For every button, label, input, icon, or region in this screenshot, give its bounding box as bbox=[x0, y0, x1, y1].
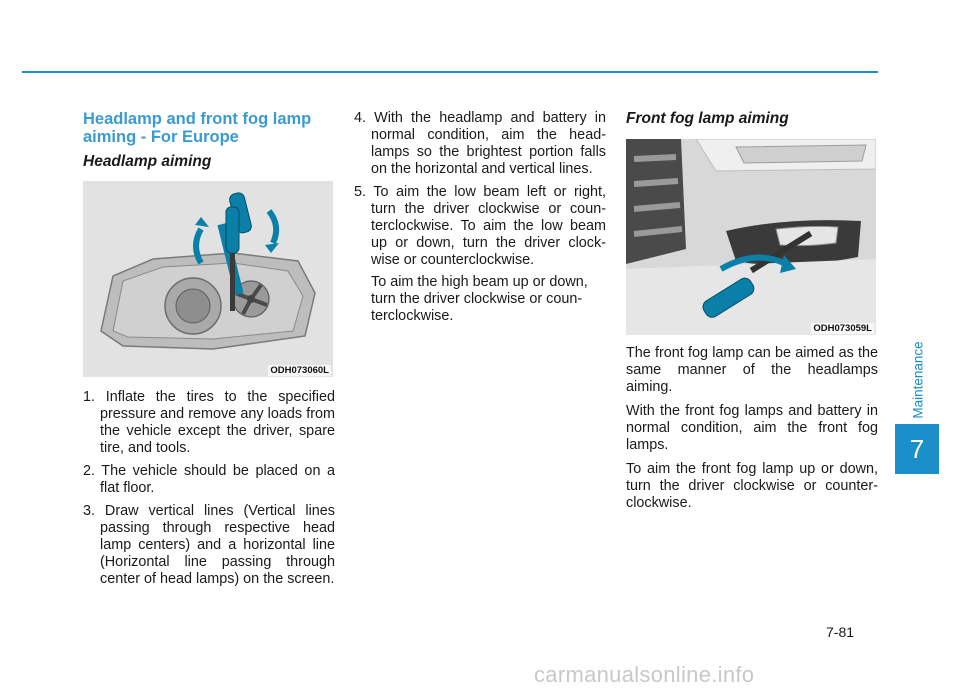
column-3 bbox=[626, 110, 878, 519]
step-item: 5. To aim the low beam left or right, turn the driver clockwise or coun-terclockwise. To aim the low beam up or down, turn the driver clock-wise or counterclockwise. bbox=[354, 184, 606, 268]
page-number: 7-81 bbox=[826, 624, 855, 640]
fog-lamp-aiming-figure bbox=[626, 139, 876, 335]
section-title: Headlamp and front fog lamp aiming - For Europe bbox=[83, 110, 312, 146]
step-item: 4. With the headlamp and battery in normal condition, aim the head-lamps so the brightest portion falls on the horizontal and vertical lines. bbox=[354, 110, 606, 177]
fog-lamp-illustration bbox=[626, 139, 876, 335]
paragraph: The front fog lamp can be aimed as the same manner of the headlamps aiming. bbox=[626, 345, 878, 395]
column-1 bbox=[83, 110, 335, 594]
paragraph: To aim the front fog lamp up or down, turn the driver clockwise or counter-clockwise. bbox=[626, 461, 878, 511]
paragraph: With the front fog lamps and battery in normal condition, aim the front fog lamps. bbox=[626, 403, 878, 453]
step-item: 2. The vehicle should be placed on a flat floor. bbox=[83, 463, 335, 496]
high-beam-note: To aim the high beam up or down, turn the driver clockwise or coun-terclockwise. bbox=[371, 274, 588, 324]
step-list bbox=[83, 389, 335, 588]
figure-caption: ODH073059L bbox=[813, 323, 872, 334]
step-item: 1. Inflate the tires to the specified pressure and remove any loads from the vehicle except the driver, spare tire, and tools. bbox=[83, 389, 335, 456]
figure-caption: ODH073060L bbox=[270, 365, 329, 376]
chapter-number-tab: 7 bbox=[895, 424, 939, 474]
step-item: 3. Draw vertical lines (Vertical lines passing through respective head lamp centers) and a horizontal line (Horizontal line passing through center of head lamps) on the screen. bbox=[83, 503, 335, 587]
step-list bbox=[354, 110, 606, 269]
headlamp-aiming-figure bbox=[83, 181, 333, 377]
headlamp-illustration bbox=[83, 181, 333, 377]
watermark: carmanualsonline.info bbox=[534, 662, 755, 687]
chapter-label: Maintenance bbox=[910, 341, 926, 419]
headlamp-aiming-subtitle: Headlamp aiming bbox=[83, 153, 212, 170]
top-rule bbox=[22, 71, 878, 73]
column-2 bbox=[354, 110, 606, 325]
fog-lamp-aiming-subtitle: Front fog lamp aiming bbox=[626, 110, 789, 127]
